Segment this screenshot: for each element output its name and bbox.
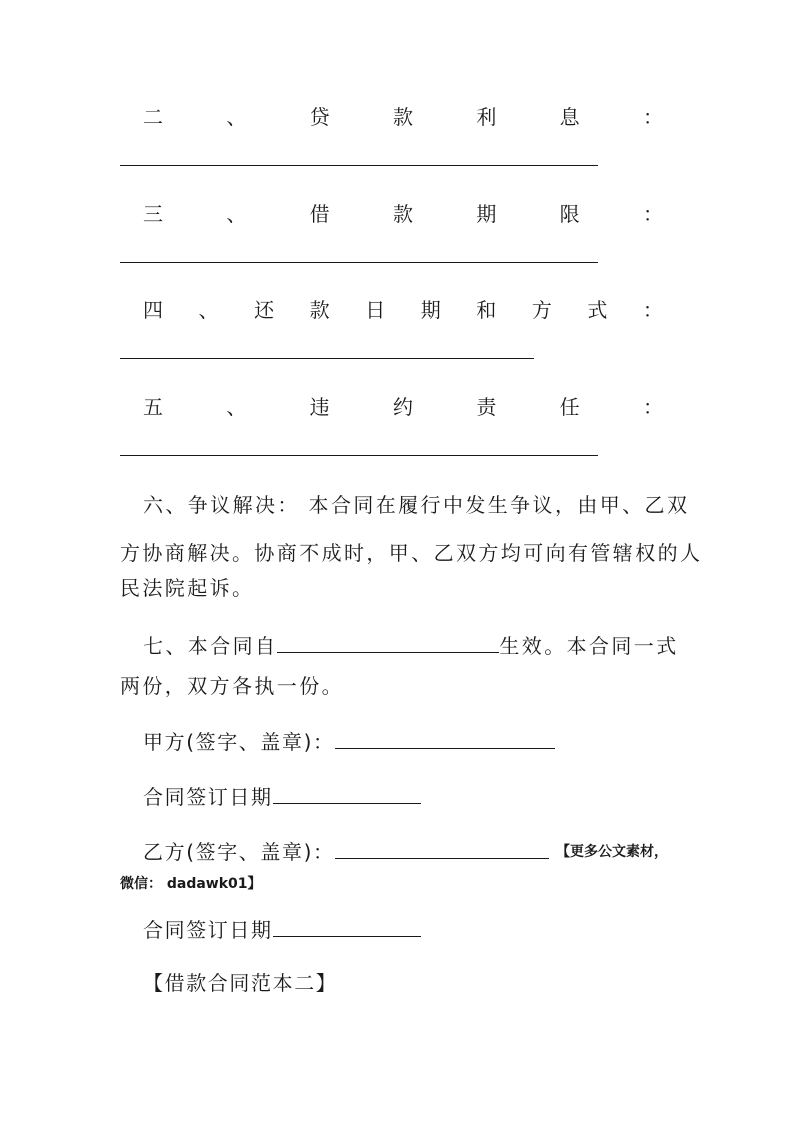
sign-date-label: 合同签订日期: [143, 918, 273, 942]
heading-char: ：: [642, 202, 663, 226]
sign-date-line-1: [143, 783, 421, 809]
heading-char: 、: [226, 395, 247, 419]
heading-char: 、: [226, 105, 247, 129]
heading-char: 贷: [309, 105, 330, 129]
breach-heading: [143, 395, 663, 419]
heading-char: 息: [559, 105, 580, 129]
heading-char: 责: [476, 395, 497, 419]
heading-char: 违: [309, 395, 330, 419]
sign-date-label: 合同签订日期: [143, 785, 273, 809]
heading-char: 四: [143, 298, 163, 322]
heading-char: 五: [143, 395, 163, 419]
heading-char: 、: [198, 298, 219, 322]
party-a-line: [143, 728, 555, 754]
heading-char: ：: [642, 298, 663, 322]
sign-date-blank[interactable]: [273, 783, 421, 804]
heading-char: 日: [365, 298, 386, 322]
term-blank-line: [120, 262, 598, 263]
repayment-blank-line: [120, 358, 534, 359]
material-note: 【更多公文素材，: [556, 844, 668, 860]
heading-char: 期: [420, 298, 441, 322]
effect-line-2: 两份，双方各执一份。: [120, 674, 344, 698]
heading-char: 借: [309, 202, 330, 226]
party-b-signature-blank[interactable]: [335, 838, 549, 859]
heading-char: 限: [559, 202, 580, 226]
heading-char: 还: [254, 298, 275, 322]
dispute-line-1: 六、争议解决： 本合同在履行中发生争议，由甲、乙双: [143, 493, 690, 517]
heading-char: 、: [226, 202, 247, 226]
sign-date-line-2: [143, 916, 421, 942]
party-a-signature-blank[interactable]: [335, 728, 555, 749]
effect-prefix: 七、本合同自: [143, 634, 278, 658]
party-b-line: [143, 838, 549, 864]
effect-line-1: [143, 632, 679, 658]
heading-char: 和: [476, 298, 497, 322]
next-template-title: 【借款合同范本二】: [143, 971, 338, 995]
heading-char: ：: [642, 395, 663, 419]
dispute-line-3: 民法院起诉。: [120, 576, 255, 600]
heading-char: 方: [531, 298, 552, 322]
party-b-label: 乙方(签字、盖章)：: [143, 840, 335, 864]
heading-char: 约: [392, 395, 413, 419]
repayment-heading: [143, 298, 663, 322]
heading-char: 利: [476, 105, 497, 129]
heading-char: 款: [309, 298, 330, 322]
heading-char: 任: [559, 395, 580, 419]
heading-char: 期: [476, 202, 497, 226]
effect-suffix: 生效。本合同一式: [499, 634, 679, 658]
heading-char: 三: [143, 202, 163, 226]
heading-char: 二: [143, 105, 163, 129]
sign-date-blank[interactable]: [273, 916, 421, 937]
dispute-line-2: 方协商解决。协商不成时，甲、乙双方均可向有管辖权的人: [120, 541, 703, 565]
party-a-label: 甲方(签字、盖章)：: [143, 730, 335, 754]
term-heading: [143, 202, 663, 226]
heading-char: 式: [587, 298, 608, 322]
wechat-note: 微信： dadawk01】: [120, 876, 262, 892]
effective-date-blank[interactable]: [277, 632, 499, 653]
heading-char: ：: [642, 105, 663, 129]
breach-blank-line: [120, 455, 598, 456]
heading-char: 款: [392, 202, 413, 226]
heading-char: 款: [392, 105, 413, 129]
interest-blank-line: [120, 165, 598, 166]
interest-heading: [143, 105, 663, 129]
